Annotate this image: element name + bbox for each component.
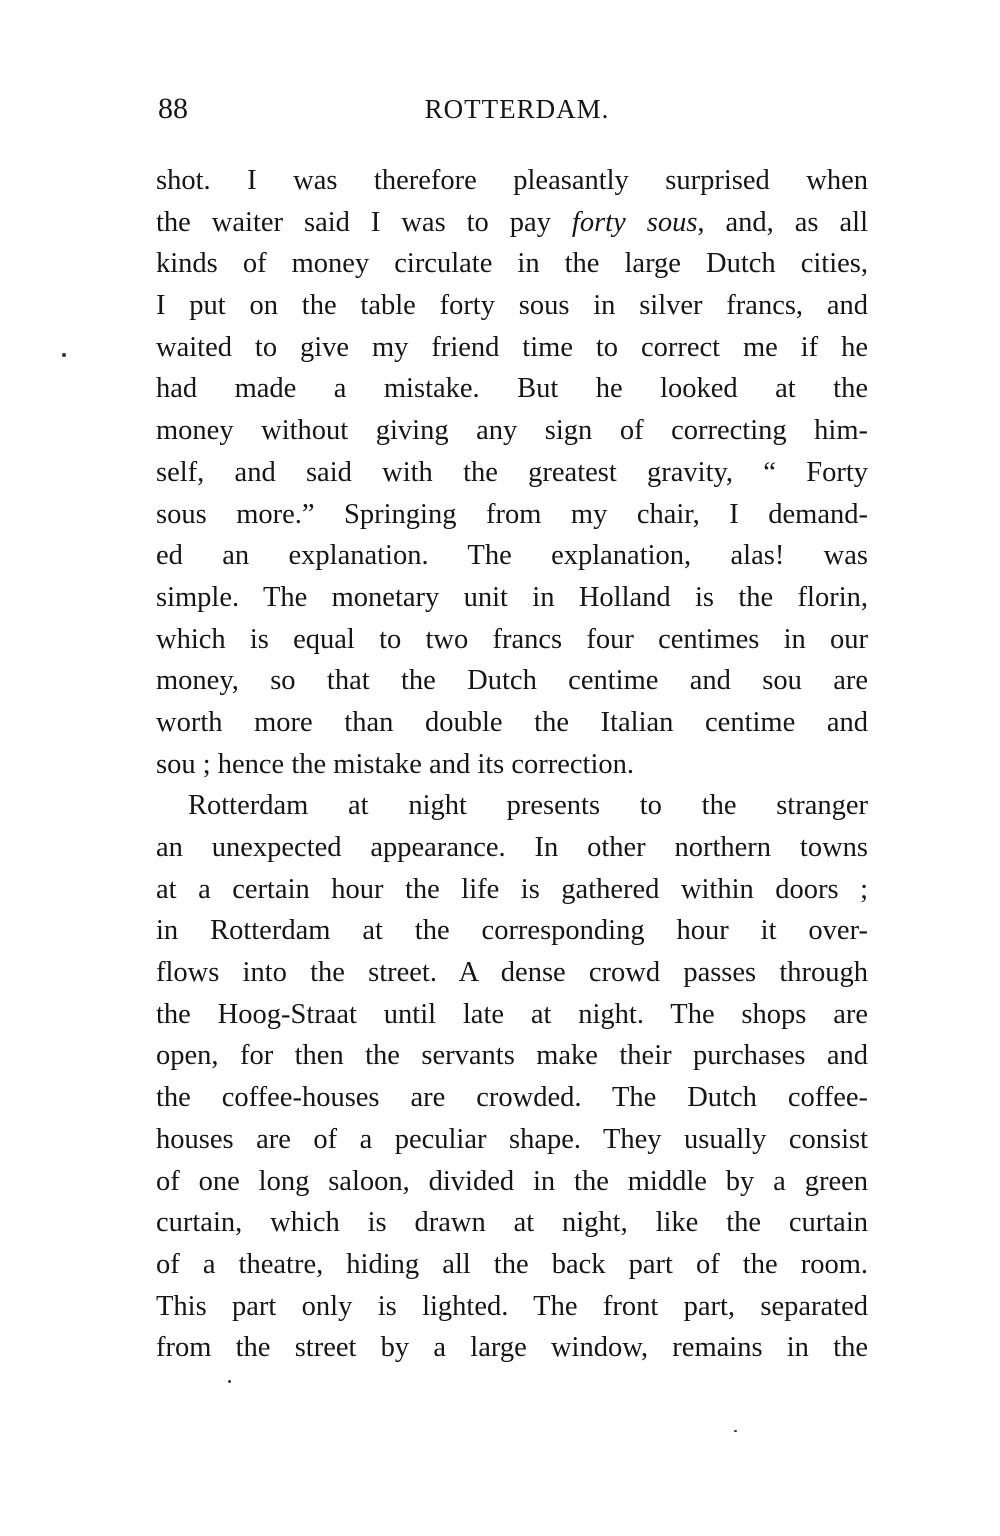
text-line [156,619,868,661]
text-line [156,869,868,911]
text-line [156,1077,868,1119]
text-line [156,994,868,1036]
body-text [156,160,868,1369]
text-segment: the waiter said I was to pay [156,206,572,238]
text-segment: had made a mistake. But he looked at the [156,373,868,405]
text-line [156,577,868,619]
text-line [156,327,868,369]
text-segment: ed an explanation. The explanation, alas! was [156,540,868,572]
text-line [156,702,868,744]
scan-speck [228,1380,231,1383]
text-segment: This part only is lighted. The front part, separated [156,1290,868,1322]
text-line [156,1286,868,1328]
text-line [156,827,868,869]
text-segment: self, and said with the greatest gravity, “ Forty [156,456,868,488]
text-segment: flows into the street. A dense crowd passes through [156,957,868,989]
text-segment: simple. The monetary unit in Holland is the florin, [156,581,868,613]
text-line [156,160,868,202]
text-segment: which is equal to two francs four centimes in our [156,623,868,655]
text-segment: money without giving any sign of correcting him- [156,415,868,447]
text-segment: houses are of a peculiar shape. They usually consist [156,1123,868,1155]
text-line [156,1161,868,1203]
text-line [156,243,868,285]
text-segment: at a certain hour the life is gathered within doors ; [156,873,868,905]
text-segment: curtain, which is drawn at night, like the curtain [156,1207,868,1239]
running-title: ROTTERDAM. [424,94,610,124]
text-line [156,452,868,494]
text-segment: of one long saloon, divided in the middle by a green [156,1165,868,1197]
text-line [156,785,868,827]
text-segment: the coffee-houses are crowded. The Dutch coffee- [156,1082,868,1114]
text-segment: shot. I was therefore pleasantly surprised when [156,165,868,196]
text-segment: I put on the table forty sous in silver francs, and [156,290,868,322]
text-line [156,1244,868,1286]
italic-phrase: forty sous [571,206,698,238]
text-line [156,535,868,577]
text-segment: sous more.” Springing from my chair, I demand- [156,498,868,530]
text-segment: kinds of money circulate in the large Dutch cities, [156,248,868,280]
text-line [156,910,868,952]
text-segment: Rotterdam at night presents to the stranger [188,790,868,822]
text-line [156,494,868,536]
text-line [156,368,868,410]
text-line [156,1327,868,1369]
text-segment: an unexpected appearance. In other northern towns [156,832,868,863]
running-head [156,92,868,132]
text-segment: money, so that the Dutch centime and sou are [156,665,868,697]
text-line [156,202,868,244]
text-segment: of a theatre, hiding all the back part of the room. [156,1248,868,1280]
text-segment: worth more than double the Italian centime and [156,706,868,738]
text-segment: sou ; hence the mistake and its correction. [156,748,635,780]
text-line [156,410,868,452]
text-line [156,1035,868,1077]
text-line [156,1202,868,1244]
text-line [156,1119,868,1161]
text-line [156,952,868,994]
scan-speck [734,1430,737,1432]
text-segment: the Hoog-Straat until late at night. The shops are [156,998,868,1030]
text-line [156,285,868,327]
text-line [156,744,868,786]
text-segment: open, for then the servants make their purchases and [156,1040,868,1072]
page-number: 88 [158,92,188,125]
text-segment: from the street by a large window, remains in the [156,1332,868,1364]
text-segment: waited to give my friend time to correct me if he [156,331,868,363]
text-line [156,660,868,702]
text-segment: , and, as all [697,206,868,238]
scan-speck [62,353,66,357]
text-segment: in Rotterdam at the corresponding hour it over- [156,915,868,947]
